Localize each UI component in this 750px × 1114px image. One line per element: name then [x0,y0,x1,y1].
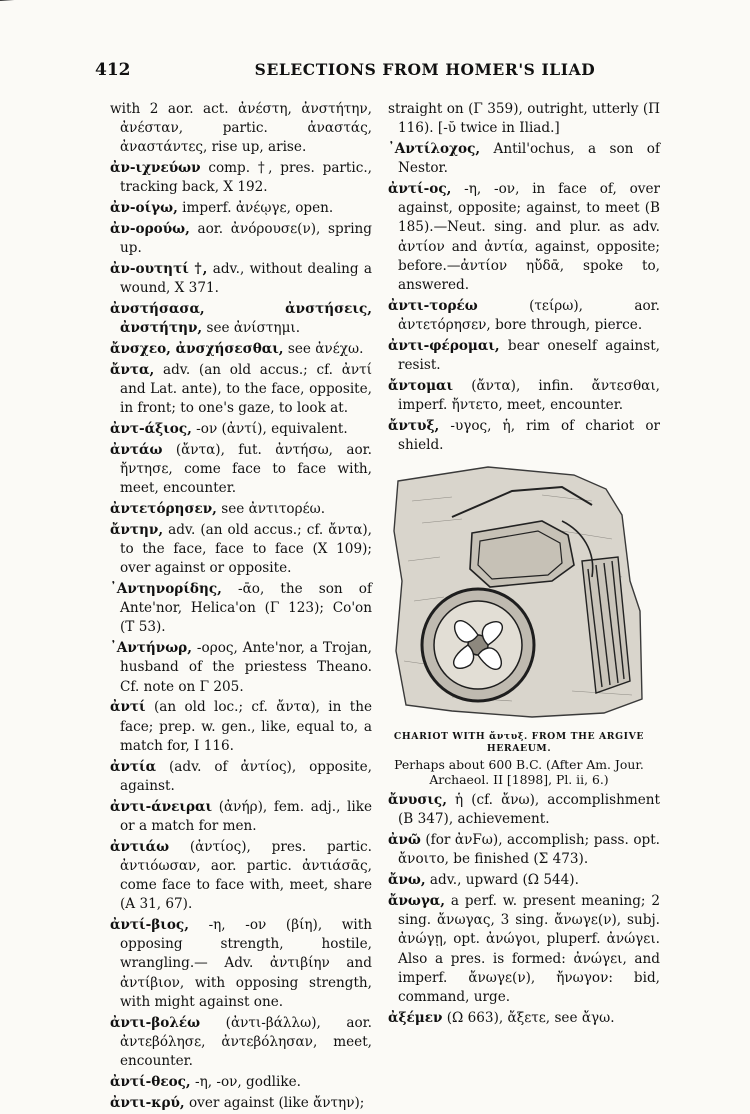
entry-headword: ἄντυξ, [388,417,440,434]
dictionary-entry [388,831,660,869]
entry-definition: ἡ (cf. ἄνω), accomplishment (B 347), achievement. [398,792,660,828]
dictionary-entry [110,698,372,756]
entry-headword: ἀντι-φέρομαι, [388,337,500,354]
dictionary-entry [110,220,372,258]
dictionary-entry [110,361,372,419]
dictionary-entry [110,758,372,796]
page-number: 412 [95,60,131,80]
entry-headword: ἄνυσις, [388,792,447,809]
entry-definition: adv., without dealing a wound, X 371. [120,261,372,297]
dictionary-entry [388,871,660,890]
entry-headword: ἀντί-βιος, [110,917,189,934]
entry-definition: with 2 aor. act. ἀνέστη, ἀνστήτην, ἀνέσταν, partic. ἀναστάς, ἀναστάντες, rise up, arise. [110,101,372,156]
dictionary-entry [388,892,660,1007]
dictionary-entry [110,1014,372,1072]
dictionary-entry [388,1009,660,1028]
left-column [110,100,372,1114]
entry-definition: (τείρω), aor. ἀντετόρησεν, bore through, pierce. [398,297,660,334]
entry-definition: (ἀνήρ), fem. adj., like or a match for men. [120,798,372,834]
entry-definition: (adv. of ἀντίος), opposite, against. [120,758,372,794]
entry-headword: ἀντί-ος, [388,181,452,197]
entry-headword: ἀντ-άξιος, [110,421,192,437]
entry-definition: -η, -ον, in face of, over against, opposite; against, to meet (B 185).—Neut. sing. and plur. as adv. ἀντίον and ἀντία, against, opposite; before.—ἀντίον ηὔδᾱ, spoke to, answered. [398,181,660,294]
entry-headword: ᾿Αντίλοχος, [388,141,481,157]
entry-definition: (ἀντίος), pres. partic. ἀντιόωσαν, aor. partic. ἀντιάσᾱς, come face to face with, meet, share (A 31, 67). [120,838,372,913]
dictionary-entry [110,441,372,499]
entry-headword: ἀντι-τορέω [388,297,478,314]
entry-headword: ἀντετόρησεν, [110,501,217,517]
chariot-figure [392,461,646,787]
entry-definition: -ᾱο, the son of Ante'nor, Helica'on (Γ 123); Co'on (T 53). [120,581,372,636]
page-header [95,60,655,86]
entry-headword: ἄντα, [110,361,155,378]
dictionary-entry [388,791,660,829]
corner-rule [0,0,61,11]
entry-headword: ἀντία [110,758,157,775]
figure-credit: Perhaps about 600 B.C. (After Am. Jour. Archaeol. II [1898], Pl. ii, 6.) [394,757,644,788]
dictionary-entry [388,337,660,375]
dictionary-entry [110,838,372,915]
right-column-top-entries [388,100,660,455]
dictionary-entry [388,377,660,415]
entry-headword: ἄντην, [110,521,164,538]
entry-headword: ἀνστήσασα, ἀνστήσεις, ἀνστήτην, [110,301,372,337]
entry-definition: aor. ἀνόρουσε(ν), spring up. [120,221,372,257]
entry-definition: -η, -ον, godlike. [190,1073,301,1090]
dictionary-entry [110,500,372,519]
entry-definition: see ἀνίστημι. [202,320,301,337]
entry-headword: ᾿Αντήνωρ, [110,640,192,657]
entry-headword: ᾿Αντηνορίδης, [110,581,222,597]
dictionary-entry [388,180,660,295]
dictionary-entry [388,100,660,138]
entry-definition: a perf. w. present meaning; 2 sing. ἄνωγας, 3 sing. ἄνωγε(ν), subj. ἀνώγῃ, opt. ἀνώγοι, pluperf. ἀνώγει. Also a pres. is formed: ἀνώγει, and imperf. ἄνωγε(ν), ἤνωγον: bid, command, urge. [398,893,660,1006]
dictionary-entry [110,420,372,439]
dictionary-entry [110,639,372,697]
entry-headword: ἀντι-κρύ, [110,1094,185,1111]
entry-definition: adv. (an old accus.; cf. ἄντα), to the face, face to face (X 109); over against or opposite. [120,521,372,577]
running-title: SELECTIONS FROM HOMER'S ILIAD [254,60,596,79]
entry-headword: ἄνωγα, [388,893,446,910]
entry-definition: (ἀντι-βάλλω), aor. ἀντεβόλησε, ἀντεβόλησαν, meet, encounter. [120,1014,372,1070]
dictionary-entry [110,260,372,298]
entry-definition: see ἀνέχω. [283,341,364,357]
dictionary-entry [110,1073,372,1092]
entry-headword: ἀν-ουτητί †, [110,261,208,277]
right-column-bottom-entries [388,791,660,1028]
entry-definition: (for ἀνϜω), accomplish; pass. opt. ἄνοιτο, be finished (Σ 473). [398,832,660,868]
entry-definition: -ον (ἀντί), equivalent. [191,421,348,437]
dictionary-entry [388,297,660,335]
entry-headword: ἀντι-άνειραι [110,798,213,815]
dictionary-entry [110,1094,372,1113]
entry-headword: ἄνσχεο, ἀνσχήσεσθαι, [110,341,284,357]
dictionary-entry [110,300,372,338]
dictionary-entry [388,417,660,455]
entry-headword: ἀντί [110,699,146,716]
entry-headword: ἄντομαι [388,377,454,394]
entry-definition: -ορος, Ante'nor, a Trojan, husband of the priestess Theano. Cf. note on Γ 205. [120,640,372,695]
entry-definition: imperf. ἀνέῳγε, open. [177,200,334,217]
entry-headword: ἀν-ορούω, [110,221,190,237]
entry-definition: over against (like ἄντην); [184,1094,365,1111]
dictionary-entry [110,100,372,158]
dictionary-entry [388,140,660,178]
entry-definition: adv. (an old accus.; cf. ἀντί and Lat. ante), to the face, opposite, in front; to one's gaze, to look at. [120,361,372,417]
entry-definition: -η, -ον (βίη), with opposing strength, hostile, wrangling.— Adv. ἀντιβίην and ἀντίβιον, with opposing strength, with might against one. [120,917,372,1010]
entry-definition: (ἄντα), infin. ἄντεσθαι, imperf. ἤντετο, meet, encounter. [398,377,660,414]
right-column [388,100,660,1030]
dictionary-entry [110,199,372,218]
dictionary-entry [110,159,372,197]
dictionary-entry [110,798,372,836]
entry-definition: straight on (Γ 359), outright, utterly (Π 116). [-ῠ twice in Iliad.] [388,101,660,137]
entry-definition: comp. †, pres. partic., tracking back, X 192. [120,160,372,196]
entry-definition: adv., upward (Ω 544). [425,872,579,889]
entry-headword: ἀν-ιχνεύων [110,160,201,177]
dictionary-entry [110,340,372,359]
entry-definition: (Ω 663), ἄξετε, see ἄγω. [442,1009,615,1026]
entry-definition: bear oneself against, resist. [398,337,660,374]
entry-definition: (ἄντα), fut. ἀντήσω, aor. ἤντησε, come face to face with, meet, encounter. [120,441,372,497]
chariot-relief-image [392,461,646,723]
dictionary-entry [110,521,372,579]
entry-headword: ἀξέμεν [388,1009,443,1026]
entry-headword: ἀντιάω [110,838,170,855]
entry-headword: ἀντάω [110,441,163,458]
entry-definition: see ἀντιτορέω. [216,501,326,517]
entry-headword: ἀν-οίγω, [110,200,178,217]
entry-definition: -υγος, ἡ, rim of chariot or shield. [398,417,660,454]
entry-headword: ἀνῶ [388,832,421,849]
entry-headword: ἀντί-θεος, [110,1073,191,1090]
dictionary-entry [110,580,372,638]
entry-headword: ἀντι-βολέω [110,1014,201,1031]
entry-definition: Antil'ochus, a son of Nestor. [398,141,660,177]
entry-headword: ἄνω, [388,872,426,889]
dictionary-entry [110,916,372,1012]
entry-definition: (an old loc.; cf. ἄντα), in the face; prep. w. gen., like, equal to, a match for, I 116. [120,699,372,754]
figure-caption: CHARIOT WITH ἄντυξ. FROM THE ARGIVE HERAEUM. [393,731,645,755]
